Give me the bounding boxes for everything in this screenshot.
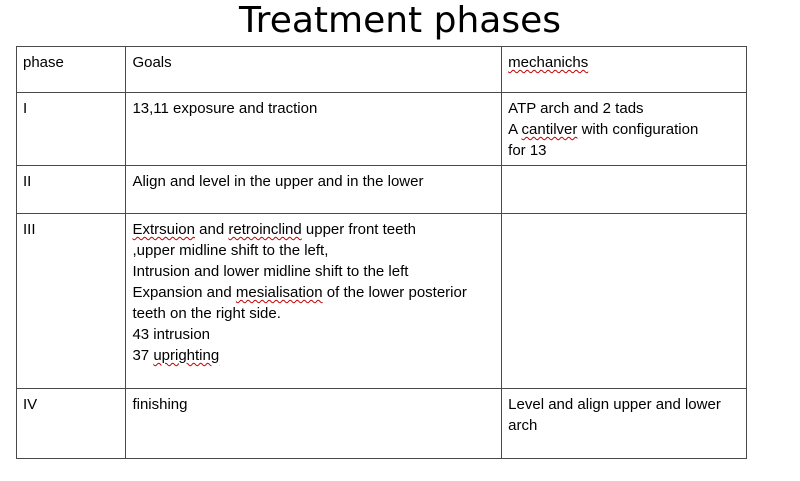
mechanics-cell [502,214,747,389]
mechanics-line: for 13 [508,142,547,159]
goal-line [132,219,495,240]
misspelled-word: cantilver [521,121,578,138]
mechanics-line [508,119,740,140]
page-title: Treatment phases [238,0,561,41]
goal-text: Expansion and [132,284,236,301]
mechanics-text: with configuration [581,121,699,138]
goal-line: 43 intrusion [132,326,211,343]
phase-cell: II [17,166,126,214]
mechanics-line: ATP arch and 2 tads [508,100,644,117]
goals-cell [126,166,502,214]
misspelled-word: Extrsuion [132,221,195,238]
table-row [17,93,747,166]
goal-line: finishing [132,396,188,413]
mechanics-line: Level and align upper and lower [508,396,721,413]
goal-line [132,282,495,303]
mechanics-cell [502,166,747,214]
misspelled-word: retroinclind [228,221,302,238]
misspelled-word: uprighting [153,347,220,364]
goals-cell [126,93,502,166]
mechanics-cell [502,93,747,166]
goal-line: Intrusion and lower midline shift to the left [132,263,409,280]
phase-cell: III [17,214,126,389]
phase-cell: I [17,93,126,166]
table-row [17,214,747,389]
misspelled-word: mesialisation [235,284,323,301]
header-phase: phase [17,47,126,93]
treatment-phases-table [16,46,747,459]
phase-cell: IV [17,389,126,459]
header-goals: Goals [126,47,502,93]
goal-line: 13,11 exposure and traction [132,100,318,117]
table-row [17,389,747,459]
mechanics-text: A [508,121,518,138]
goals-cell [126,389,502,459]
goal-line: Align and level in the upper and in the lower [132,173,424,190]
mechanics-line: arch [508,417,538,434]
goal-text: and [194,221,229,238]
header-mechanics [502,47,747,93]
goal-text: upper front teeth [301,221,416,238]
header-mechanics-label: mechanichs [508,54,589,71]
goal-line [132,345,495,366]
mechanics-cell [502,389,747,459]
goal-text: 37 [132,347,154,364]
table-row [17,166,747,214]
goal-text: of the lower posterior [322,284,467,301]
table-header-row [17,47,747,93]
goal-line: ,upper midline shift to the left, [132,242,329,259]
goal-line: teeth on the right side. [132,305,281,322]
goals-cell [126,214,502,389]
